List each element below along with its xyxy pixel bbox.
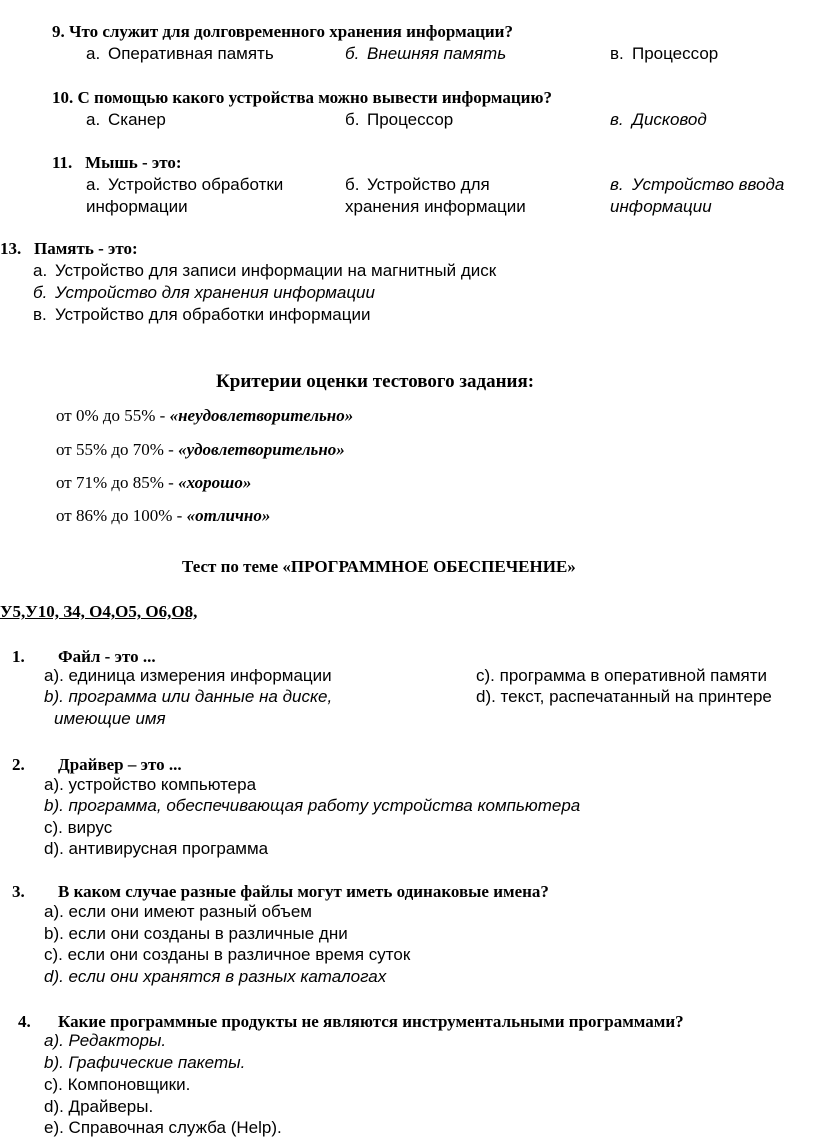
q13-number: 13. [0,239,22,258]
q10-c-label: в. [610,110,624,129]
q10-option-a [86,110,166,130]
q11-b-line1: Устройство для [367,175,490,194]
q13-option-c [33,305,370,325]
q11-c-line2: информации [610,197,712,216]
criteria-range: от 71% до 85% - [56,473,179,492]
q13-question [0,239,138,259]
t2-number: 2. [12,755,25,774]
q11-option-b [345,175,490,195]
criteria-grade: «хорошо» [178,473,252,492]
q13-a-label: а. [33,261,48,280]
q13-text: Память - это: [34,239,138,258]
t3-option-d: d). если они хранятся в разных каталогах [44,967,387,986]
q10-a-text: Сканер [108,110,166,129]
criteria-row [56,506,270,526]
q9-option-c [610,44,718,64]
competency-codes: У5,У10, З4, О4,О5, О6,О8, [0,602,198,621]
criteria-title: Критерии оценки тестового задания: [216,371,535,392]
t4-option-d: d). Драйверы. [44,1097,154,1116]
t1-option-a: а). единица измерения информации [44,666,332,685]
t1-option-b-line1: b). программа или данные на диске, [44,687,333,706]
q13-c-label: в. [33,305,47,324]
q13-b-label: б. [33,283,48,302]
q11-number: 11. [52,153,73,172]
q9-c-text: Процессор [632,44,719,63]
t2-option-d: d). антивирусная программа [44,839,269,858]
q10-question: 10. С помощью какого устройства можно вывести информацию? [52,88,552,107]
t4-option-b: b). Графические пакеты. [44,1053,246,1072]
t2-option-b: b). программа, обеспечивающая работу устройства компьютера [44,796,581,815]
q10-c-text: Дисковод [632,110,707,129]
criteria-range: от 0% до 55% - [56,406,170,425]
t1-question: Файл - это ... [58,647,156,666]
criteria-grade: «отлично» [186,506,271,525]
q10-option-b [345,110,453,130]
t2-option-a: а). устройство компьютера [44,775,257,794]
q9-c-label: в. [610,44,624,63]
t3-question: В каком случае разные файлы могут иметь одинаковые имена? [58,882,549,901]
t4-option-c: с). Компоновщики. [44,1075,191,1094]
q10-a-label: а. [86,110,101,129]
t4-question: Какие программные продукты не являются инструментальными программами? [58,1012,684,1031]
q9-b-text: Внешняя память [367,44,507,63]
q13-a-text: Устройство для записи информации на магнитный диск [55,261,497,280]
q10-b-text: Процессор [367,110,454,129]
q13-b-text: Устройство для хранения информации [55,283,375,302]
t4-number: 4. [18,1012,31,1031]
q11-text: Мышь - это: [85,153,182,172]
q9-a-text: Оперативная память [108,44,274,63]
t4-option-e: е). Справочная служба (Help). [44,1118,282,1137]
q9-option-b [345,44,506,64]
t1-option-c: с). программа в оперативной памяти [476,666,768,685]
q10-b-label: б. [345,110,360,129]
criteria-row [56,440,345,460]
q13-option-a [33,261,496,281]
t1-number: 1. [12,647,25,666]
test-title: Тест по теме «ПРОГРАММНОЕ ОБЕСПЕЧЕНИЕ» [182,557,576,576]
q11-question [52,153,182,173]
criteria-grade: «неудовлетворительно» [169,406,354,425]
q9-a-label: а. [86,44,101,63]
t2-option-c: с). вирус [44,818,113,837]
q9-question: 9. Что служит для долговременного хранения информации? [52,22,513,41]
criteria-range: от 86% до 100% - [56,506,187,525]
q11-option-c [610,175,784,195]
t4-option-a: а). Редакторы. [44,1031,167,1050]
t3-number: 3. [12,882,25,901]
q11-b-label: б. [345,175,360,194]
q9-b-label: б. [345,44,360,63]
t1-option-b-line2: имеющие имя [54,709,166,728]
criteria-range: от 55% до 70% - [56,440,179,459]
criteria-grade: «удовлетворительно» [178,440,345,459]
q11-c-label: в. [610,175,624,194]
q13-option-b [33,283,375,303]
q11-a-line1: Устройство обработки [108,175,284,194]
q11-a-label: а. [86,175,101,194]
t1-option-d: d). текст, распечатанный на принтере [476,687,772,706]
q10-option-c [610,110,707,130]
q11-b-line2: хранения информации [345,197,526,216]
t3-option-c: с). если они созданы в различное время суток [44,945,411,964]
criteria-row [56,473,251,493]
q11-c-line1: Устройство ввода [632,175,785,194]
t3-option-a: а). если они имеют разный объем [44,902,312,921]
criteria-row [56,406,353,426]
t3-option-b: b). если они созданы в различные дни [44,924,348,943]
q13-c-text: Устройство для обработки информации [55,305,371,324]
q11-option-a [86,175,283,195]
q11-a-line2: информации [86,197,188,216]
q9-option-a [86,44,274,64]
t2-question: Драйвер – это ... [58,755,182,774]
